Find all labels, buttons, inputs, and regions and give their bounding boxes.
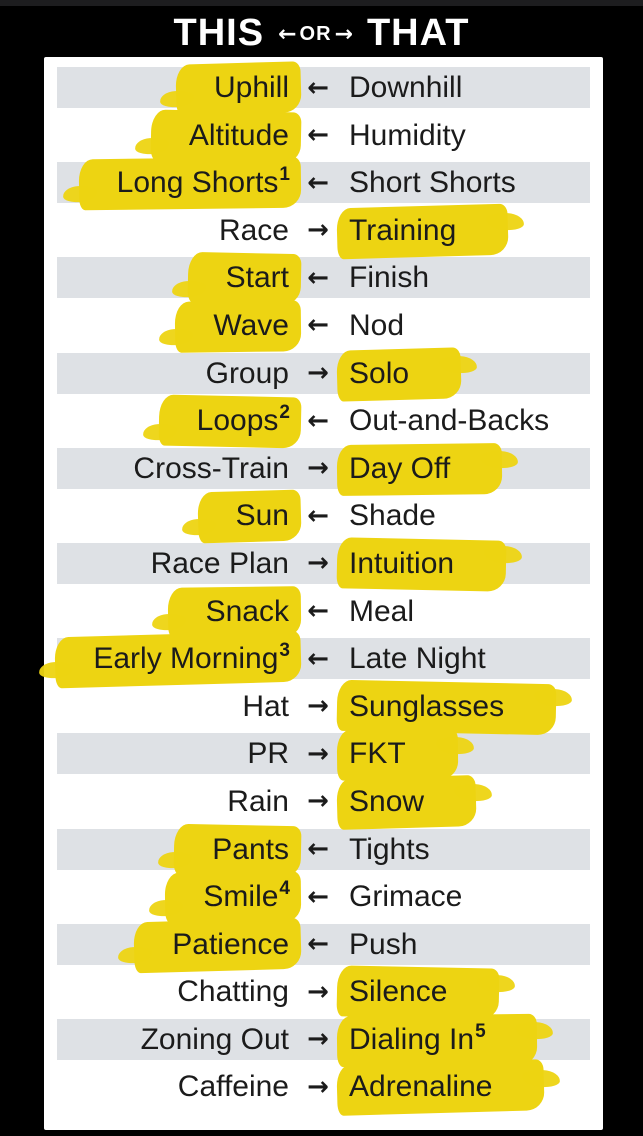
left-option: [203, 876, 289, 917]
this-or-that-row: [57, 1066, 590, 1107]
this-or-that-row: [57, 829, 590, 870]
option-label: Day Off: [349, 451, 451, 485]
left-option: [93, 638, 289, 679]
option-label: Solo: [349, 356, 410, 390]
option-label: Dialing In: [349, 1022, 475, 1056]
right-option: [349, 876, 462, 917]
direction-arrow-icon: →: [307, 548, 329, 579]
this-or-that-row: [57, 305, 590, 346]
title-left-arrow-icon: ←: [278, 21, 297, 47]
option-label: Out-and-Backs: [349, 404, 550, 438]
option-label: Cross-Train: [133, 451, 289, 485]
direction-arrow-icon: →: [307, 1071, 329, 1102]
direction-arrow-icon: ←: [307, 834, 329, 864]
direction-arrow-icon: ←: [307, 72, 329, 103]
direction-arrow-icon: ←: [307, 596, 329, 627]
direction-arrow-icon: ←: [307, 405, 329, 436]
this-or-that-row: [57, 638, 590, 679]
left-option: [133, 448, 289, 489]
right-option: [349, 591, 414, 632]
this-or-that-row: [57, 162, 590, 203]
left-option: [189, 115, 289, 156]
option-label: Smile: [203, 880, 279, 914]
this-or-that-row: [57, 733, 590, 774]
this-or-that-row: [57, 924, 590, 965]
left-option: [141, 1019, 289, 1060]
option-label: Loops: [196, 404, 279, 438]
direction-arrow-icon: →: [307, 453, 329, 484]
this-or-that-row: [57, 448, 590, 489]
direction-arrow-icon: ←: [307, 262, 329, 293]
footnote-superscript: 5: [475, 1020, 486, 1042]
right-option: [349, 1066, 492, 1107]
option-label: Sunglasses: [349, 689, 505, 723]
direction-arrow-icon: →: [307, 976, 329, 1007]
right-option: [349, 257, 429, 298]
right-option: [349, 448, 450, 489]
top-strip: [0, 0, 643, 6]
left-option: [206, 353, 289, 394]
footnote-superscript: 3: [279, 640, 290, 662]
option-label: Wave: [213, 308, 289, 342]
option-label: Altitude: [188, 118, 289, 152]
this-or-that-row: [57, 781, 590, 822]
option-label: Early Morning: [93, 642, 279, 676]
footnote-superscript: 2: [279, 402, 290, 424]
direction-arrow-icon: →: [307, 358, 329, 389]
left-option: [172, 924, 289, 965]
left-option: [227, 781, 289, 822]
option-label: Downhill: [349, 71, 463, 104]
left-option: [206, 591, 289, 632]
option-label: Training: [349, 213, 457, 247]
direction-arrow-icon: →: [307, 1024, 329, 1055]
left-option: [242, 686, 289, 727]
footnote-superscript: 4: [279, 878, 290, 900]
option-label: Pants: [212, 832, 289, 866]
page-title: [0, 0, 643, 57]
right-option: [349, 924, 417, 965]
direction-arrow-icon: ←: [307, 120, 329, 151]
left-option: [177, 971, 289, 1012]
option-label: FKT: [349, 737, 406, 771]
left-option: [226, 257, 289, 298]
direction-arrow-icon: →: [307, 738, 329, 769]
right-option: [349, 781, 424, 822]
this-or-that-row: [57, 257, 590, 298]
right-option: [349, 1019, 485, 1060]
direction-arrow-icon: ←: [307, 167, 329, 198]
right-option: [349, 305, 404, 346]
left-option: [236, 495, 289, 536]
option-label: Grimace: [349, 880, 463, 914]
option-label: Patience: [172, 927, 289, 961]
left-option: [197, 400, 289, 441]
this-or-that-row: [57, 971, 590, 1012]
direction-arrow-icon: ←: [307, 881, 329, 912]
direction-arrow-icon: ←: [307, 929, 329, 960]
option-label: Adrenaline: [349, 1070, 493, 1104]
this-or-that-row: [57, 400, 590, 441]
direction-arrow-icon: ←: [307, 500, 329, 531]
right-option: [349, 686, 504, 727]
left-option: [219, 210, 289, 251]
title-this: THIS: [173, 12, 265, 54]
option-label: Humidity: [349, 118, 466, 152]
option-label: Hat: [242, 689, 289, 723]
left-option: [213, 305, 289, 346]
option-label: Push: [349, 927, 418, 961]
right-option: [349, 115, 466, 156]
option-label: Snow: [349, 784, 425, 818]
right-option: [349, 400, 549, 441]
right-option: [349, 971, 447, 1012]
option-label: Intuition: [349, 546, 455, 580]
left-option: [212, 829, 289, 870]
this-or-that-row: [57, 210, 590, 251]
option-label: Sun: [235, 499, 289, 533]
this-or-that-row: [57, 591, 590, 632]
right-option: [349, 67, 462, 108]
right-option: [349, 829, 430, 870]
this-or-that-row: [57, 115, 590, 156]
direction-arrow-icon: →: [307, 691, 329, 722]
direction-arrow-icon: ←: [307, 310, 329, 341]
option-label: Rain: [227, 784, 289, 818]
right-option: [349, 543, 454, 584]
left-option: [247, 733, 289, 774]
this-or-that-row: [57, 1019, 590, 1060]
left-option: [117, 162, 289, 203]
option-label: Race Plan: [150, 546, 289, 580]
title-that: THAT: [366, 12, 470, 54]
option-label: Short Shorts: [349, 166, 516, 200]
option-label: Finish: [349, 261, 430, 295]
option-label: Tights: [349, 832, 430, 866]
direction-arrow-icon: →: [307, 786, 329, 817]
this-or-that-panel: [44, 57, 603, 1130]
footnote-superscript: 1: [279, 164, 290, 186]
this-or-that-row: [57, 353, 590, 394]
option-label: Late Night: [349, 642, 486, 676]
option-label: Caffeine: [177, 1070, 289, 1104]
option-label: Long Shorts: [116, 166, 279, 200]
title-or-group: [278, 23, 353, 46]
option-label: Uphill: [213, 71, 289, 104]
option-label: Chatting: [177, 975, 289, 1009]
option-label: Snack: [205, 594, 289, 628]
option-label: Nod: [349, 308, 405, 342]
option-label: Group: [205, 356, 289, 390]
right-option: [349, 495, 436, 536]
direction-arrow-icon: →: [307, 215, 329, 246]
right-option: [349, 210, 456, 251]
option-label: Zoning Out: [140, 1022, 289, 1056]
option-label: Start: [225, 261, 289, 295]
this-or-that-row: [57, 67, 590, 108]
right-option: [349, 162, 516, 203]
this-or-that-row: [57, 686, 590, 727]
option-label: Meal: [349, 594, 415, 628]
option-label: Race: [218, 213, 289, 247]
left-option: [214, 67, 289, 108]
option-label: Silence: [349, 975, 448, 1009]
option-label: Shade: [349, 499, 436, 533]
right-option: [349, 638, 486, 679]
title-right-arrow-icon: →: [334, 21, 353, 47]
left-option: [178, 1066, 289, 1107]
left-option: [151, 543, 289, 584]
option-label: PR: [247, 737, 289, 771]
direction-arrow-icon: ←: [307, 643, 329, 674]
right-option: [349, 733, 406, 774]
this-or-that-row: [57, 495, 590, 536]
this-or-that-row: [57, 543, 590, 584]
title-or-label: OR: [299, 23, 332, 45]
this-or-that-row: [57, 876, 590, 917]
right-option: [349, 353, 409, 394]
